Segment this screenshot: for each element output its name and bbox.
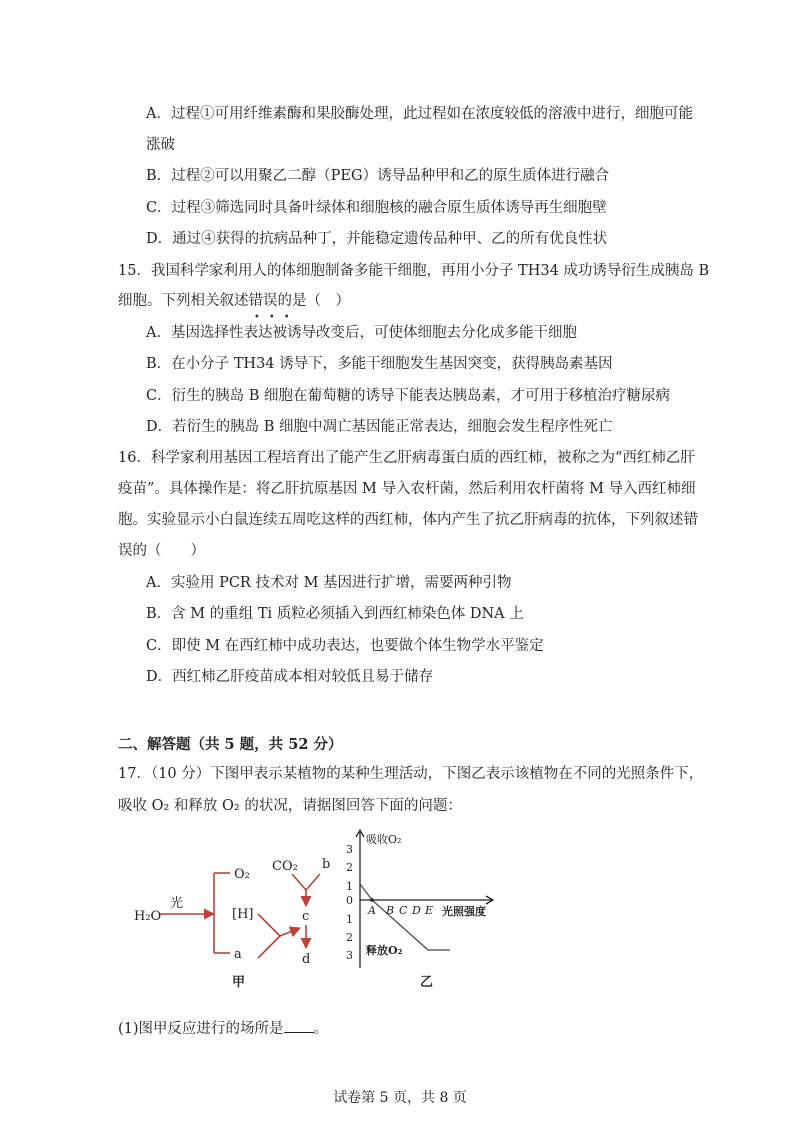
label-b: b xyxy=(322,857,331,872)
label-a: a xyxy=(234,947,242,962)
q17-stem-line2: 吸收 O₂ 和释放 O₂ 的状况，请据图回答下面的问题： xyxy=(118,798,462,814)
q17-sub1-end: 。 xyxy=(313,1021,329,1037)
q16-option-b: B．含 M 的重组 Ti 质粒必须插入到西红柿染色体 DNA 上 xyxy=(146,606,524,622)
section-heading: 二、解答题（共 5 题，共 52 分） xyxy=(118,736,343,753)
page-footer: 试卷第 5 页，共 8 页 xyxy=(333,1090,467,1106)
q15-option-c: C．衍生的胰岛 B 细胞在葡萄糖的诱导下能表达胰岛素，才可用于移植治疗糖尿病 xyxy=(146,388,670,404)
x-point-a: A xyxy=(368,904,376,917)
q17-sub1-text: (1)图甲反应进行的场所是 xyxy=(118,1021,284,1037)
label-c: c xyxy=(302,909,310,924)
q15-option-d: D．若衍生的胰岛 B 细胞中凋亡基因能正常表达，细胞会发生程序性死亡 xyxy=(146,419,613,435)
y-tick-zero: 0 xyxy=(346,894,353,907)
arrow-to-c xyxy=(280,928,300,936)
x-point-c: C xyxy=(399,904,408,917)
q17-stem-line1: 17．（10 分）下图甲表示某植物的某种生理活动，下图乙表示该植物在不同的光照条件下， xyxy=(118,766,704,782)
answer-blank[interactable] xyxy=(284,1018,314,1033)
y-label-release: 释放O₂ xyxy=(366,944,403,957)
q15-stem-line1: 15．我国科学家利用人的体细胞制备多能干细胞，再用小分子 TH34 成功诱导衍生成胰岛 B xyxy=(118,263,710,279)
y-tick-up-1: 1 xyxy=(346,880,353,893)
q14-option-d: D．通过④获得的抗病品种丁，并能稳定遗传品种甲、乙的所有优良性状 xyxy=(146,231,608,247)
line-a-merge xyxy=(258,936,280,958)
y-tick-down-3: 3 xyxy=(346,949,353,962)
label-h: [H] xyxy=(232,907,254,922)
figure-yi xyxy=(346,830,493,990)
y-tick-down-2: 2 xyxy=(346,931,353,944)
q16-stem-line2: 疫苗”。具体操作是：将乙肝抗原基因 M 导入农杆菌，然后利用农杆菌将 M 导入西红柿细 xyxy=(118,481,696,497)
q15-option-b: B．在小分子 TH34 诱导下，多能干细胞发生基因突变，获得胰岛素基因 xyxy=(146,356,613,372)
q14-option-b: B．过程②可以用聚乙二醇（PEG）诱导品种甲和乙的原生质体进行融合 xyxy=(146,168,610,184)
q15-stem-line2: 细胞。下列相关叙述错误的是（ ） xyxy=(118,293,350,309)
q16-option-d: D．西红柿乙肝疫苗成本相对较低且易于储存 xyxy=(146,669,434,685)
q14-option-a: A．过程①可用纤维素酶和果胶酶处理，此过程如在浓度较低的溶液中进行，细胞可能 xyxy=(146,106,693,122)
x-label: 光照强度 xyxy=(442,905,486,918)
x-point-d: D xyxy=(412,904,421,917)
label-co2: CO₂ xyxy=(272,859,298,874)
q16-option-c: C．即使 M 在西红柿中成功表达，也要做个体生物学水平鉴定 xyxy=(146,638,544,654)
label-d: d xyxy=(302,952,311,967)
y-tick-up-2: 2 xyxy=(346,861,353,874)
line-b-merge xyxy=(306,874,320,890)
label-h2o: H₂O xyxy=(134,909,162,924)
q14-option-a-cont: 涨破 xyxy=(146,137,175,153)
q17-figures xyxy=(120,828,510,998)
y-label-absorb: 吸收O₂ xyxy=(366,833,402,846)
y-tick-up-3: 3 xyxy=(346,843,353,856)
q16-stem-line3: 胞。实验显示小白鼠连续五周吃这样的西红柿，体内产生了抗乙肝病毒的抗体，下列叙述错 xyxy=(118,512,698,528)
caption-yi: 乙 xyxy=(420,975,434,990)
line-co2-merge xyxy=(292,874,306,890)
q16-stem-line4: 误的（ ） xyxy=(118,543,205,559)
figure-jia xyxy=(134,857,330,990)
q14-option-c: C．过程③筛选同时具备叶绿体和细胞核的融合原生质体诱导再生细胞壁 xyxy=(146,200,607,216)
label-light: 光 xyxy=(170,896,184,911)
line-h-merge xyxy=(258,914,280,936)
q16-stem-line1: 16．科学家利用基因工程培育出了能产生乙肝病毒蛋白质的西红柿，被称之为“西红柿乙肝 xyxy=(118,450,695,466)
label-o2: O₂ xyxy=(234,867,250,882)
q15-option-a: A．基因选择性表达被诱导改变后，可使体细胞去分化成多能干细胞 xyxy=(146,325,577,341)
o2-curve xyxy=(360,884,450,950)
x-point-b: B xyxy=(386,904,395,917)
q17-sub1 xyxy=(118,1018,328,1039)
emphasis-dots: ••• xyxy=(254,312,299,323)
point-a-marker xyxy=(370,898,374,902)
caption-jia: 甲 xyxy=(232,975,246,990)
x-point-e: E xyxy=(425,904,434,917)
y-tick-down-1: 1 xyxy=(346,913,353,926)
q16-option-a: A．实验用 PCR 技术对 M 基因进行扩增，需要两种引物 xyxy=(146,575,512,591)
